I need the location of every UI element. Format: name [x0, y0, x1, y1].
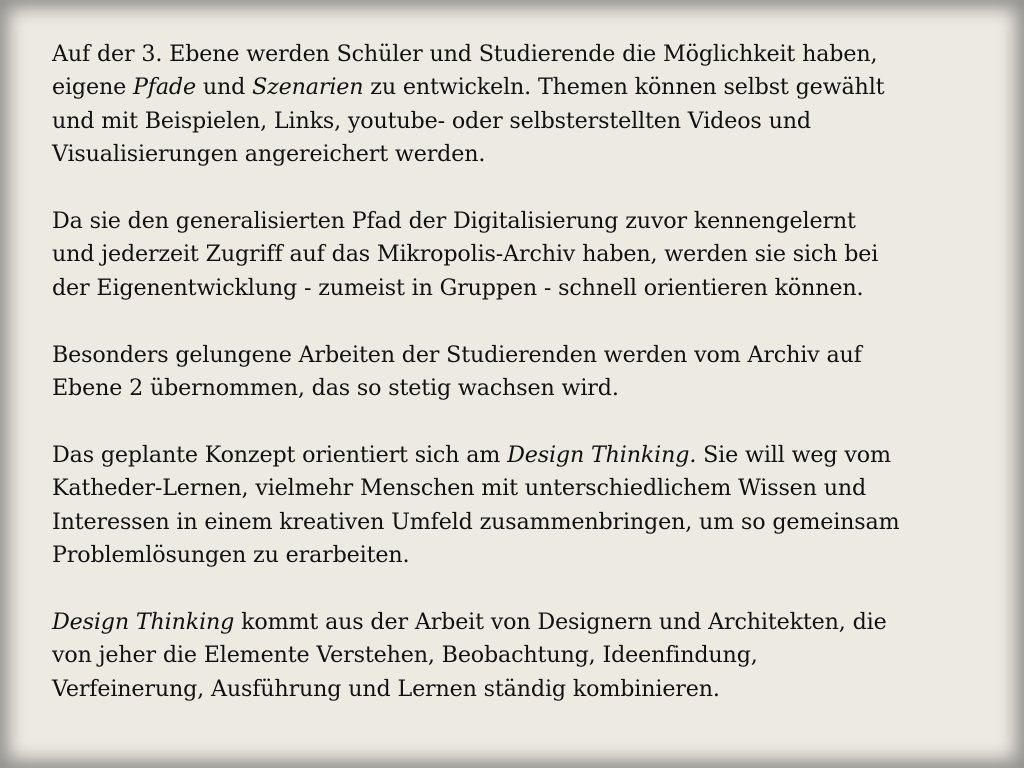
paragraph [52, 38, 992, 172]
text-line [52, 673, 992, 706]
text-run: Katheder-Lernen, vielmehr Menschen mit unterschiedlichem Wissen und [52, 475, 867, 502]
paragraph [52, 439, 992, 573]
text-line [52, 639, 992, 672]
text-line [52, 439, 992, 472]
text-run: Visualisierungen angereichert werden. [52, 141, 486, 168]
text-run: Interessen in einem kreativen Umfeld zusammenbringen, um so gemeinsam [52, 508, 900, 535]
text-line [52, 38, 992, 71]
italic-text-run: Design Thinking [52, 608, 235, 635]
text-run: Besonders gelungene Arbeiten der Studierenden werden vom Archiv auf [52, 341, 862, 368]
text-run: Problemlösungen zu erarbeiten. [52, 542, 410, 569]
paragraph [52, 205, 992, 305]
text-run: der Eigenentwicklung - zumeist in Gruppen - schnell orientieren können. [52, 274, 864, 301]
text-run: Sie will weg vom [696, 441, 891, 468]
text-run: Da sie den generalisierten Pfad der Digitalisierung zuvor kennengelernt [52, 208, 856, 235]
text-line [52, 71, 992, 104]
text-line [52, 339, 992, 372]
text-line [52, 205, 992, 238]
italic-text-run: Pfade [132, 74, 196, 101]
text-run: zu entwickeln. Themen können selbst gewählt [363, 74, 885, 101]
text-run: Auf der 3. Ebene werden Schüler und Studierende die Möglichkeit haben, [52, 41, 878, 67]
text-run: und mit Beispielen, Links, youtube- oder selbsterstellten Videos und [52, 107, 811, 134]
text-run: Das geplante Konzept orientiert sich am [52, 441, 508, 468]
text-line [52, 138, 992, 171]
text-line [52, 238, 992, 271]
slide-text-body [52, 38, 992, 706]
text-run: kommt aus der Arbeit von Designern und Architekten, die [234, 608, 887, 635]
text-line [52, 272, 992, 305]
text-run: und [195, 74, 253, 101]
text-run: von jeher die Elemente Verstehen, Beobachtung, Ideenfindung, [52, 642, 758, 669]
paragraph [52, 606, 992, 706]
paragraph [52, 339, 992, 406]
text-run: und jederzeit Zugriff auf das Mikropolis-Archiv haben, werden sie sich bei [52, 241, 879, 268]
text-run: eigene [52, 74, 133, 101]
text-line [52, 506, 992, 539]
italic-text-run: Design Thinking. [507, 441, 697, 468]
text-run: Ebene 2 übernommen, das so stetig wachsen wird. [52, 375, 619, 402]
italic-text-run: Szenarien [252, 74, 364, 101]
text-line [52, 472, 992, 505]
text-line [52, 606, 992, 639]
text-run: Verfeinerung, Ausführung und Lernen ständig kombinieren. [52, 675, 720, 702]
text-line [52, 539, 992, 572]
text-line [52, 372, 992, 405]
text-line [52, 105, 992, 138]
